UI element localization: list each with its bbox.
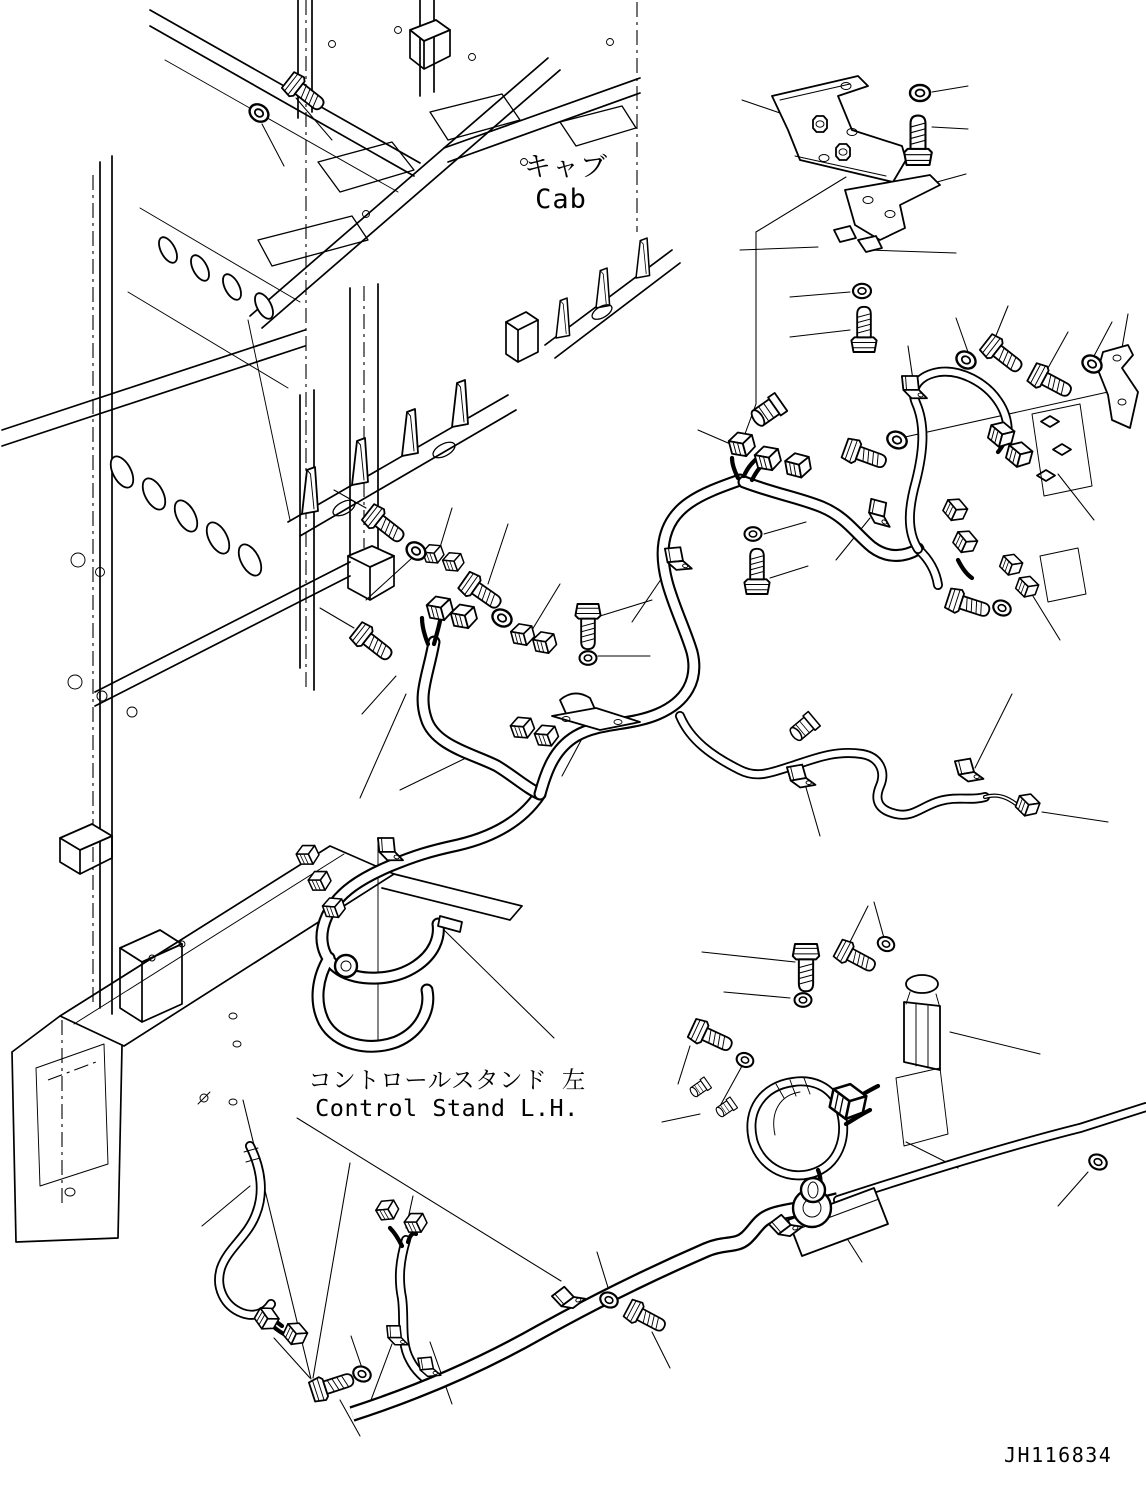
connector-icon [531, 629, 558, 656]
washer-icon [735, 1051, 756, 1070]
connector-pod-icon [688, 1077, 712, 1099]
washer-icon [910, 85, 930, 101]
connector-icon [281, 1319, 310, 1349]
connector-icon [509, 713, 537, 742]
washer-icon [991, 598, 1013, 619]
control-stand-label-jp: コントロールスタンド 左 [308, 1066, 586, 1094]
connector-cap-icon [906, 975, 938, 993]
connector-icon [1014, 791, 1042, 820]
pad-plate [1040, 548, 1086, 602]
cab-label-jp: キャブ [524, 152, 608, 183]
clamp-icon [785, 763, 817, 789]
washer-icon [875, 934, 896, 954]
connector-icon [306, 867, 333, 895]
nut-icon [813, 116, 827, 132]
bolt-icon [575, 604, 600, 649]
connector-body [904, 1002, 940, 1070]
connector-icon [941, 495, 970, 525]
bolt-icon [1026, 361, 1075, 402]
bolt-icon [851, 307, 876, 352]
connector-icon [402, 1209, 429, 1237]
rail-fin-icon [556, 298, 570, 338]
bolt-icon [979, 333, 1028, 378]
bolt-icon [308, 1367, 356, 1403]
connector-icon [509, 621, 536, 648]
rail-fin-icon [402, 409, 418, 456]
mount-bracket [1098, 345, 1138, 428]
cab-label-en: Cab [535, 184, 587, 215]
washer-icon [745, 527, 762, 541]
connector-icon [1014, 573, 1040, 600]
washer-icon [885, 429, 910, 452]
mount-plate [896, 1068, 948, 1146]
clamp-icon [862, 495, 899, 530]
pad-icon [1041, 416, 1059, 427]
bolt-icon [687, 1017, 736, 1057]
connector-icon [784, 451, 812, 480]
support-rail [288, 238, 680, 536]
washer-icon [580, 651, 597, 665]
bolt-hole-icons [68, 27, 614, 718]
clamp-icon [953, 757, 985, 783]
bolt-icon [349, 621, 398, 666]
sub-plate [845, 175, 940, 240]
washer-icon [795, 993, 812, 1007]
leader-lines [202, 86, 1128, 1436]
rail-fin-icon [302, 467, 318, 514]
bolt-icon [904, 116, 932, 165]
bolts [281, 71, 1076, 1404]
washer-icon [1087, 1152, 1109, 1173]
pad-icon [1037, 470, 1055, 481]
connector-icon [373, 1196, 401, 1225]
control-stand-structure [12, 840, 522, 1242]
connector-pod-icon [748, 393, 787, 430]
bolt-icon [744, 549, 769, 594]
rail-fin-icon [636, 238, 650, 278]
bolt-icon [944, 587, 992, 623]
washer-icon [489, 606, 514, 630]
connector-icon [998, 551, 1024, 578]
connector-round-icon [335, 955, 357, 977]
washer-icon [853, 284, 871, 298]
stand-holes [65, 941, 241, 1196]
harness-knot [688, 975, 948, 1227]
nut-icon [836, 144, 850, 160]
u-clamp-icon [552, 693, 640, 730]
bolt-icon [361, 503, 410, 548]
washer-icon [246, 101, 272, 126]
wiring-harness [219, 372, 1146, 1414]
wall-slots [106, 234, 277, 579]
connector-icon [727, 429, 757, 459]
rail-fin-icon [452, 380, 468, 427]
bolt-icon [833, 938, 880, 977]
connector-pod-icon [714, 1097, 738, 1119]
connector-pod-icon [787, 712, 820, 744]
control-stand-label-en: Control Stand L.H. [315, 1094, 579, 1122]
pad-icon [1053, 444, 1071, 455]
connector-icon [449, 601, 479, 631]
rail-fin-icon [352, 438, 368, 485]
washers [246, 85, 1109, 1384]
rail-fin-icon [596, 268, 610, 308]
bolt-icon [623, 1298, 670, 1337]
bolt-icon [841, 437, 890, 474]
harness-clamps [373, 372, 985, 1378]
connector-icon [951, 527, 980, 557]
bolt-icon [793, 944, 819, 991]
drawing-number: JH116834 [1004, 1443, 1113, 1467]
connector-icon [294, 841, 321, 869]
connector-icon [441, 549, 466, 574]
grommet-icon [801, 1178, 825, 1202]
connector-icon [425, 593, 455, 623]
